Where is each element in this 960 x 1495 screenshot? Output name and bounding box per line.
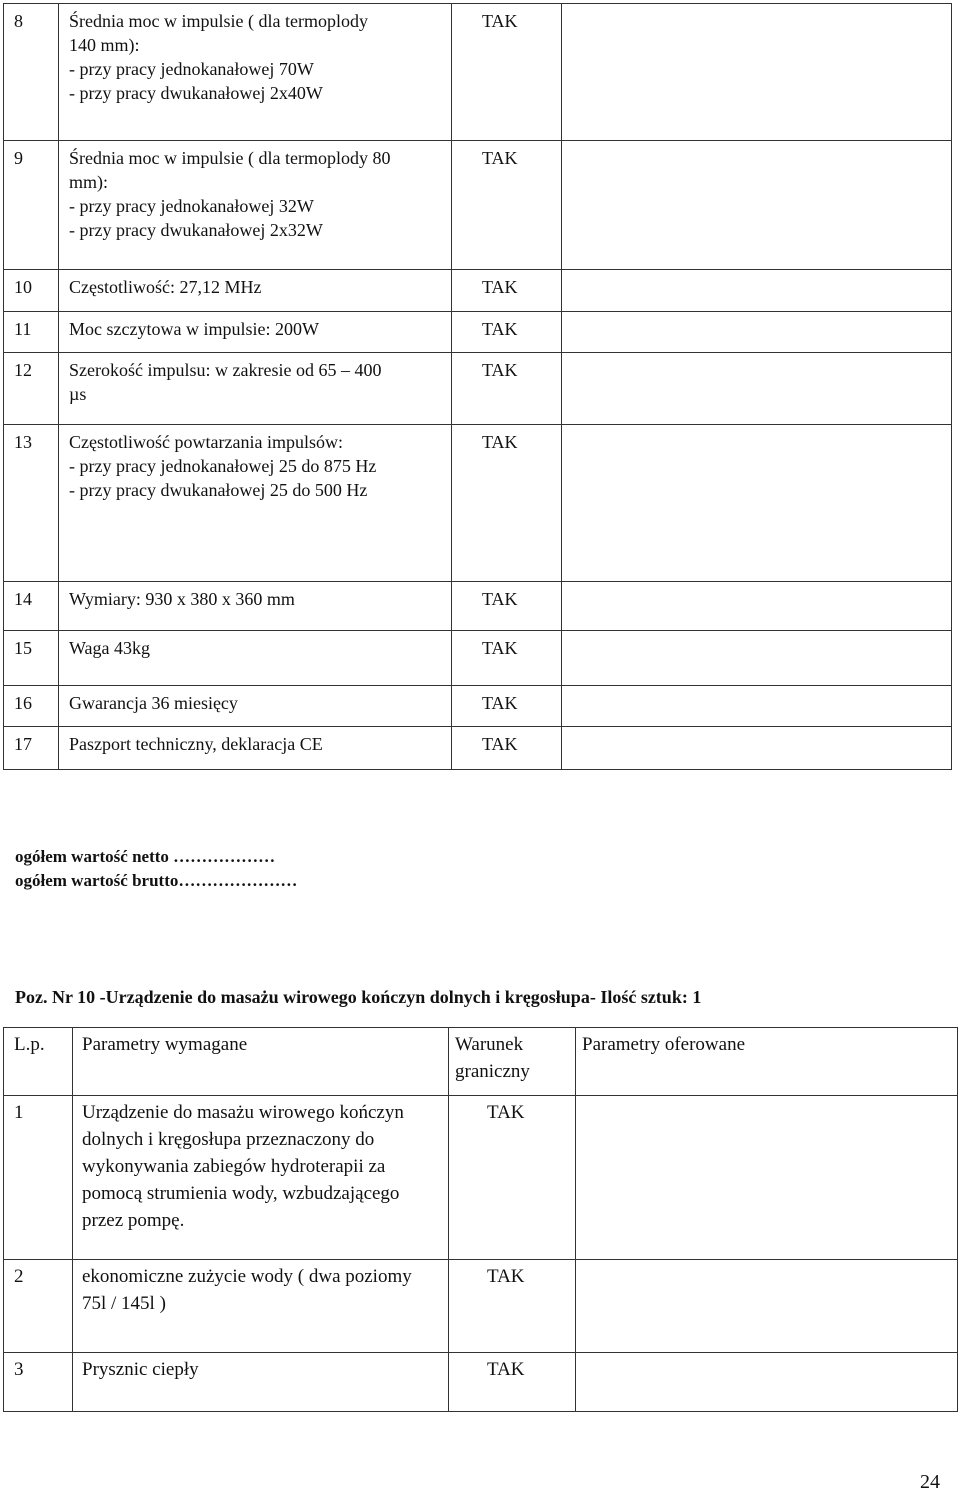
header-condition: Warunek graniczny [449,1028,576,1096]
row-condition: TAK [449,1096,576,1260]
row-description: Wymiary: 930 x 380 x 360 mm [59,582,452,631]
row-number: 16 [4,686,59,727]
page-number: 24 [920,1471,940,1493]
row-condition: TAK [452,727,562,770]
row-offered[interactable] [576,1260,958,1353]
row-condition: TAK [452,4,562,141]
row-number: 14 [4,582,59,631]
row-offered[interactable] [562,727,952,770]
row-offered[interactable] [562,582,952,631]
spec-table-2 [3,1027,958,1412]
row-description: Urządzenie do masażu wirowego kończyn dolnych i kręgosłupa przeznaczony do wykonywania zabiegów hydroterapii za pomocą strumienia wody, wzbudzającego przez pompę. [73,1096,449,1260]
row-condition: TAK [452,312,562,353]
row-description: Waga 43kg [59,631,452,686]
table-row [4,1260,958,1353]
row-description: Częstotliwość powtarzania impulsów: - przy pracy jednokanałowej 25 do 875 Hz - przy pracy dwukanałowej 25 do 500 Hz [59,425,452,582]
table-row [4,425,952,582]
section-title: Poz. Nr 10 -Urządzenie do masażu wirowego kończyn dolnych i kręgosłupa- Ilość sztuk: 1 [15,987,702,1007]
row-number: 9 [4,141,59,270]
row-description: Prysznic ciepły [73,1353,449,1412]
row-number: 17 [4,727,59,770]
table-header-row [4,1028,958,1096]
table-row [4,686,952,727]
table-row [4,141,952,270]
row-offered[interactable] [562,312,952,353]
row-offered[interactable] [562,425,952,582]
row-offered[interactable] [562,141,952,270]
row-number: 13 [4,425,59,582]
table-row [4,727,952,770]
header-lp: L.p. [4,1028,73,1096]
total-brutto-label: ogółem wartość brutto………………… [15,871,298,890]
row-description: ekonomiczne zużycie wody ( dwa poziomy 75l / 145l ) [73,1260,449,1353]
row-condition: TAK [452,631,562,686]
row-condition: TAK [452,353,562,425]
table-row [4,1096,958,1260]
row-condition: TAK [452,425,562,582]
row-description: Gwarancja 36 miesięcy [59,686,452,727]
row-condition: TAK [452,141,562,270]
row-description: Średnia moc w impulsie ( dla termoplody 80 mm): - przy pracy jednokanałowej 32W - przy pracy dwukanałowej 2x32W [59,141,452,270]
table-row [4,353,952,425]
row-description: Paszport techniczny, deklaracja CE [59,727,452,770]
row-number: 12 [4,353,59,425]
row-offered[interactable] [562,4,952,141]
row-condition: TAK [452,686,562,727]
row-description: Moc szczytowa w impulsie: 200W [59,312,452,353]
row-offered[interactable] [562,631,952,686]
total-netto-label: ogółem wartość netto ……………… [15,847,276,866]
row-condition: TAK [452,270,562,312]
row-description: Średnia moc w impulsie ( dla termoplody 140 mm): - przy pracy jednokanałowej 70W - przy pracy dwukanałowej 2x40W [59,4,452,141]
row-condition: TAK [452,582,562,631]
row-number: 3 [4,1353,73,1412]
row-offered[interactable] [562,686,952,727]
row-offered[interactable] [576,1096,958,1260]
row-number: 8 [4,4,59,141]
row-number: 2 [4,1260,73,1353]
table-row [4,270,952,312]
row-description: Częstotliwość: 27,12 MHz [59,270,452,312]
row-number: 11 [4,312,59,353]
header-offered-params: Parametry oferowane [576,1028,958,1096]
row-description: Szerokość impulsu: w zakresie od 65 – 400 µs [59,353,452,425]
row-number: 10 [4,270,59,312]
row-offered[interactable] [576,1353,958,1412]
table-row [4,312,952,353]
header-required-params: Parametry wymagane [73,1028,449,1096]
table-row [4,4,952,141]
row-offered[interactable] [562,270,952,312]
row-condition: TAK [449,1260,576,1353]
row-condition: TAK [449,1353,576,1412]
row-offered[interactable] [562,353,952,425]
row-number: 1 [4,1096,73,1260]
table-row [4,582,952,631]
row-number: 15 [4,631,59,686]
table-row [4,1353,958,1412]
spec-table-1 [3,3,952,770]
table-row [4,631,952,686]
